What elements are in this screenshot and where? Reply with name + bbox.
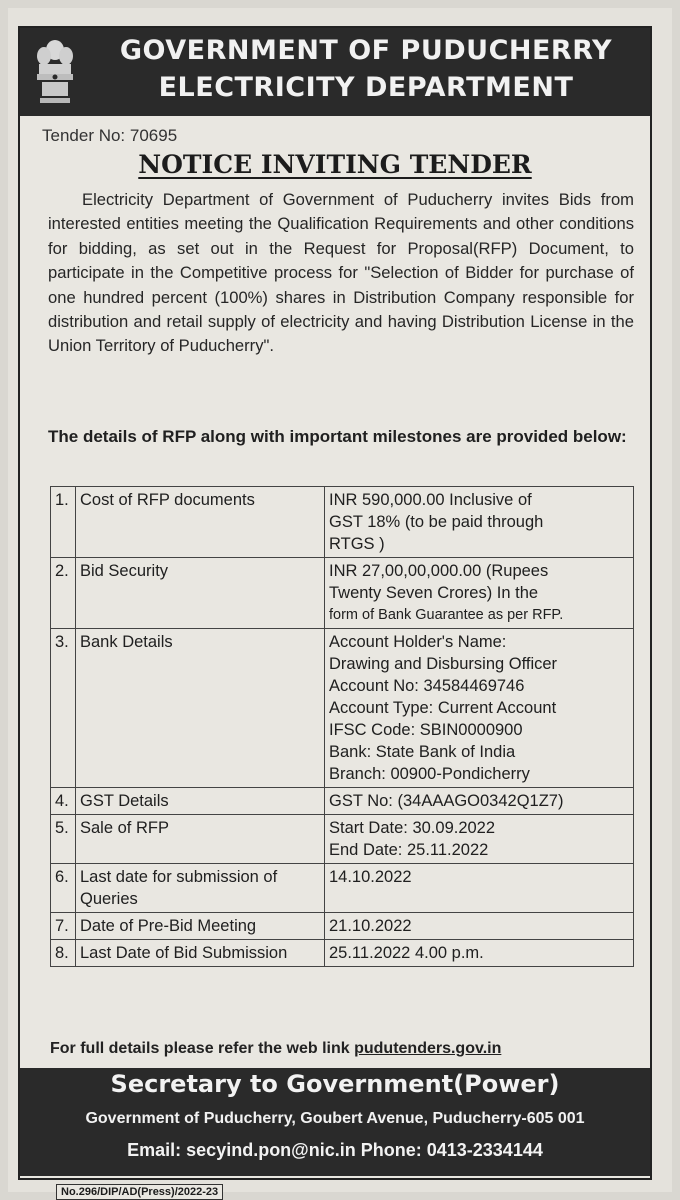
row-value	[325, 864, 634, 913]
row-number: 2.	[51, 558, 76, 629]
row-value-line: Bank: State Bank of India	[329, 743, 516, 761]
row-value-line: Start Date: 30.09.2022	[329, 819, 496, 837]
row-value-line: IFSC Code: SBIN0000900	[329, 721, 523, 739]
web-link[interactable]: pudutenders.gov.in	[354, 1040, 502, 1057]
issuer-address: Government of Puducherry, Goubert Avenue, Puducherry-605 001	[85, 1110, 585, 1127]
row-label: Last Date of Bid Submission	[76, 940, 325, 967]
row-value	[325, 629, 634, 788]
notice-header	[20, 28, 650, 116]
table-row	[51, 815, 634, 864]
row-number: 4.	[51, 788, 76, 815]
row-value-line: Branch: 00900-Pondicherry	[329, 765, 530, 783]
row-value-line: GST 18% (to be paid through	[329, 513, 544, 531]
row-label: Bank Details	[76, 629, 325, 788]
row-value-line: 21.10.2022	[329, 917, 412, 935]
row-number: 5.	[51, 815, 76, 864]
row-value	[325, 940, 634, 967]
issuer-title: Secretary to Government(Power)	[110, 1070, 560, 1098]
row-value	[325, 788, 634, 815]
row-value-line: Account Type: Current Account	[329, 699, 557, 717]
row-value-line: GST No: (34AAAGO0342Q1Z7)	[329, 792, 564, 810]
notice-body	[48, 188, 634, 359]
press-reference-code: No.296/DIP/AD(Press)/2022-23	[56, 1184, 223, 1200]
row-number: 7.	[51, 913, 76, 940]
tender-number: Tender No: 70695	[42, 126, 178, 145]
row-label: Sale of RFP	[76, 815, 325, 864]
notice-title: NOTICE INVITING TENDER	[138, 150, 532, 179]
header-title-line1: GOVERNMENT OF PUDUCHERRY	[119, 35, 613, 66]
footer-note-text: For full details please refer the web link	[50, 1040, 355, 1057]
table-row	[51, 913, 634, 940]
row-value	[325, 913, 634, 940]
details-intro: The details of RFP along with important milestones are provided below:	[48, 427, 627, 446]
row-value	[325, 487, 634, 558]
row-value-line: End Date: 25.11.2022	[329, 841, 489, 859]
row-value-line: 14.10.2022	[329, 868, 412, 886]
row-label: GST Details	[76, 788, 325, 815]
table-row	[51, 558, 634, 629]
row-number: 8.	[51, 940, 76, 967]
row-value-line: Twenty Seven Crores) In the	[329, 584, 539, 602]
row-number: 1.	[51, 487, 76, 558]
row-number: 3.	[51, 629, 76, 788]
header-title-line2: ELECTRICITY DEPARTMENT	[158, 72, 574, 103]
table-row	[51, 864, 634, 913]
notice-body-text: Electricity Department of Government of Puducherry invites Bids from interested entities meeting the Qualification Requirements and other conditions for bidding, as set out in the Request for Proposal(RFP) Document, to participate in the Competitive process for "Selection of Bidder for purchase of one hundred percent (100%) shares in Distribution Company responsible for distribution and retail supply of electricity and having Distribution License in the Union Territory of Puducherry".	[48, 190, 634, 356]
row-number: 6.	[51, 864, 76, 913]
row-value-line: Account Holder's Name:	[329, 633, 507, 651]
rfp-details-table	[50, 486, 634, 967]
footer-note	[50, 1040, 501, 1058]
row-label: Last date for submission of Queries	[76, 864, 325, 913]
row-value-line: 25.11.2022 4.00 p.m.	[329, 944, 484, 962]
row-value	[325, 558, 634, 629]
row-value-line: Drawing and Disbursing Officer	[329, 655, 558, 673]
row-label: Bid Security	[76, 558, 325, 629]
row-label: Cost of RFP documents	[76, 487, 325, 558]
row-label: Date of Pre-Bid Meeting	[76, 913, 325, 940]
issuer-block	[20, 1068, 650, 1176]
issuer-contact: Email: secyind.pon@nic.in Phone: 0413-2334144	[127, 1140, 543, 1160]
row-value-line: INR 590,000.00 Inclusive of	[329, 491, 532, 509]
table-row	[51, 788, 634, 815]
tender-notice	[18, 26, 652, 1198]
row-value	[325, 815, 634, 864]
newspaper-page	[8, 8, 672, 1198]
table-row	[51, 487, 634, 558]
table-row	[51, 629, 634, 788]
row-value-line: Account No: 34584469746	[329, 677, 525, 695]
table-row	[51, 940, 634, 967]
row-value-line: RTGS )	[329, 535, 385, 553]
row-value-line: INR 27,00,00,000.00 (Rupees	[329, 562, 549, 580]
row-value-line: form of Bank Guarantee as per RFP.	[329, 607, 564, 623]
national-emblem-icon	[30, 36, 80, 108]
